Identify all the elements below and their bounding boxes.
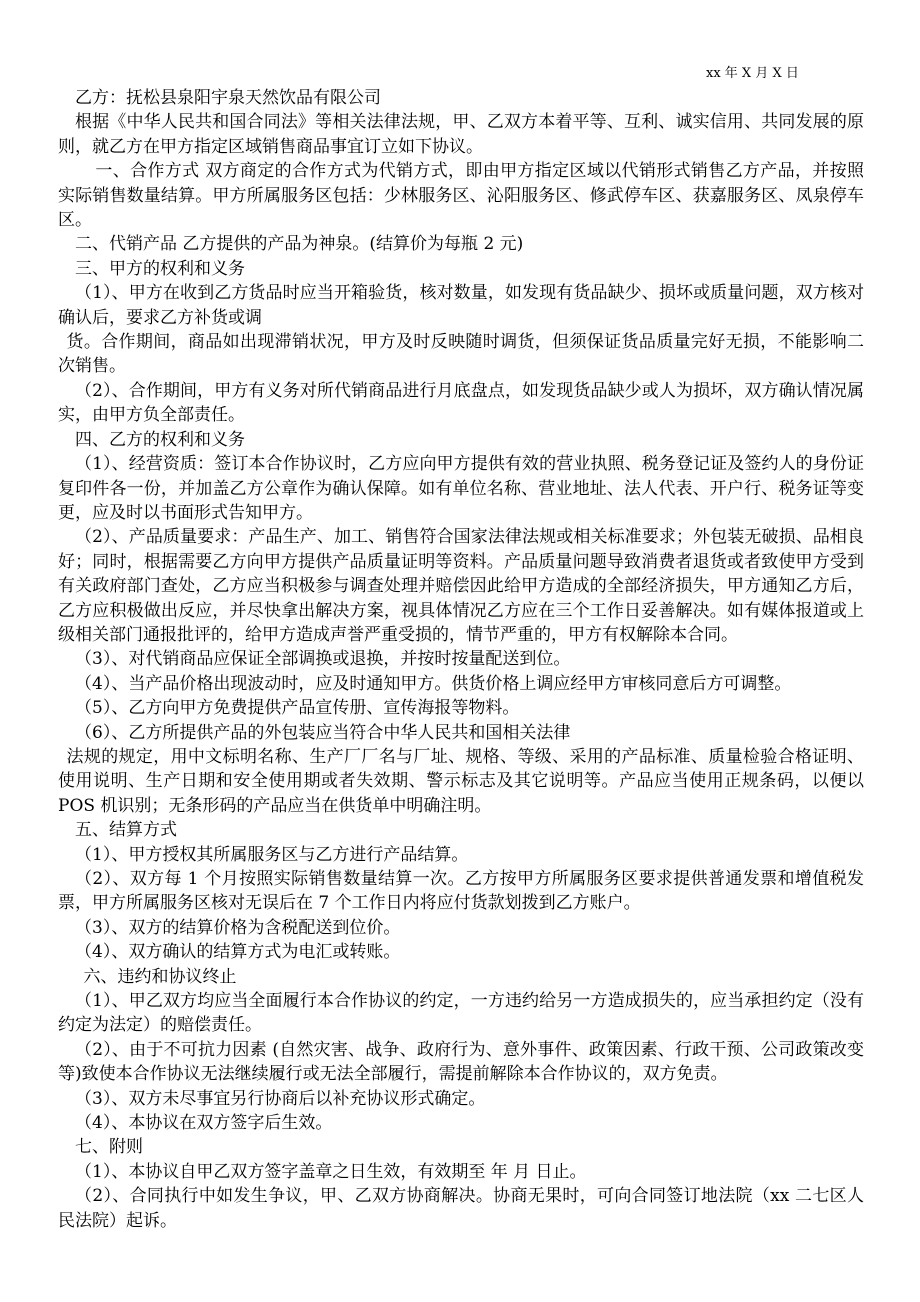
agreement-paragraph: （3）、双方的结算价格为含税配送到位价。 <box>75 917 401 938</box>
agreement-paragraph: （1）、甲乙双方均应当全面履行本合作协议的约定，一方违约给另一方造成损失的，应当承担约定（没有约定为法定）的赔偿责任。 <box>58 991 864 1036</box>
agreement-paragraph: 根据《中华人民共和国合同法》等相关法律法规，甲、乙双方本着平等、互利、诚实信用、共同发展的原则，就乙方在甲方指定区域销售商品事宜订立如下协议。 <box>58 112 864 157</box>
agreement-paragraph: 三、甲方的权利和义务 <box>75 258 245 279</box>
document-date: xx 年 X 月 X 日 <box>706 66 799 81</box>
agreement-paragraph: （1）、本协议自甲乙双方签字盖章之日生效，有效期至 年 月 日止。 <box>75 1161 587 1182</box>
agreement-paragraph: 二、代销产品 乙方提供的产品为神泉。(结算价为每瓶 2 元) <box>75 234 524 255</box>
agreement-paragraph: 六、违约和协议终止 <box>83 966 237 987</box>
agreement-paragraph: （1）、经营资质：签订本合作协议时，乙方应向甲方提供有效的营业执照、税务登记证及签约人的身份证复印件各一份，并加盖乙方公章作为确认保障。如有单位名称、营业地址、法人代表、开户行、税务证等变更，应及时以书面形式告知甲方。 <box>58 454 864 523</box>
agreement-paragraph: 货。合作期间，商品如出现滞销状况，甲方及时反映随时调货，但须保证货品质量完好无损，不能影响二次销售。 <box>58 332 864 377</box>
agreement-paragraph: （4）、本协议在双方签字后生效。 <box>75 1113 333 1134</box>
agreement-paragraph: （1）、甲方在收到乙方货品时应当开箱验货，核对数量，如发现有货品缺少、损坏或质量问题，双方核对确认后，要求乙方补货或调 <box>58 283 864 328</box>
agreement-paragraph: （2）、双方每 1 个月按照实际销售数量结算一次。乙方按甲方所属服务区要求提供普通发票和增值税发票，甲方所属服务区核对无误后在 7 个工作日内将应付货款划拨到乙方账户。 <box>58 869 864 914</box>
agreement-paragraph: （3）、对代销商品应保证全部调换或退换，并按时按量配送到位。 <box>75 649 571 670</box>
agreement-paragraph: （6）、乙方所提供产品的外包装应当符合中华人民共和国相关法律 <box>75 722 571 743</box>
agreement-paragraph: 四、乙方的权利和义务 <box>75 429 245 450</box>
agreement-paragraph: （4）、双方确认的结算方式为电汇或转账。 <box>75 942 401 963</box>
agreement-paragraph: 一、合作方式 双方商定的合作方式为代销方式，即由甲方指定区域以代销形式销售乙方产品，并按照实际销售数量结算。甲方所属服务区包括：少林服务区、沁阳服务区、修武停车区、获嘉服务区、凤泉停车区。 <box>58 161 864 231</box>
agreement-paragraph: （5）、乙方向甲方免费提供产品宣传册、宣传海报等物料。 <box>75 698 520 719</box>
agreement-paragraph: 法规的规定，用中文标明名称、生产厂厂名与厂址、规格、等级、采用的产品标准、质量检验合格证明、使用说明、生产日期和安全使用期或者失效期、警示标志及其它说明等。产品应当使用正规条码，以便以 POS 机识别；无条形码的产品应当在供货单中明确注明。 <box>58 746 864 816</box>
agreement-paragraph: （3）、双方未尽事宜另行协商后以补充协议形式确定。 <box>75 1088 486 1109</box>
agreement-paragraph: （1）、甲方授权其所属服务区与乙方进行产品结算。 <box>75 844 469 865</box>
agreement-paragraph: （2）、合作期间，甲方有义务对所代销商品进行月底盘点，如发现货品缺少或人为损坏，双方确认情况属实，由甲方负全部责任。 <box>58 380 864 426</box>
agreement-paragraph: 五、结算方式 <box>75 820 177 841</box>
agreement-paragraph: （2）、由于不可抗力因素 (自然灾害、战争、政府行为、意外事件、政策因素、行政干预、公司政策改变等)致使本合作协议无法继续履行或无法全部履行，需提前解除本合作协议的，双方免责。 <box>58 1039 864 1085</box>
agreement-paragraph: 乙方：抚松县泉阳宇泉天然饮品有限公司 <box>75 88 381 108</box>
agreement-paragraph: （2）、产品质量要求：产品生产、加工、销售符合国家法律法规或相关标准要求；外包装无破损、品相良好；同时，根据需要乙方向甲方提供产品质量证明等资料。产品质量问题导致消费者退货或者致使甲方受到有关政府部门查处，乙方应当积极参与调查处理并赔偿因此给甲方造成的全部经济损失，甲方通知乙方后，乙方应积极做出反应，并尽快拿出解决方案，视具体情况乙方应在三个工作日妥善解决。如有媒体报道或上级相关部门通报批评的，给甲方造成声誉严重受损的，情节严重的，甲方有权解除本合同。 <box>58 527 864 645</box>
agreement-paragraph: （4）、当产品价格出现波动时，应及时通知甲方。供货价格上调应经甲方审核同意后方可调整。 <box>75 673 792 694</box>
agreement-body <box>58 86 864 1233</box>
agreement-paragraph: 七、附则 <box>75 1137 143 1158</box>
agreement-paragraph: （2）、合同执行中如发生争议，甲、乙双方协商解决。协商无果时，可向合同签订地法院（xx 二七区人民法院）起诉。 <box>58 1186 864 1231</box>
